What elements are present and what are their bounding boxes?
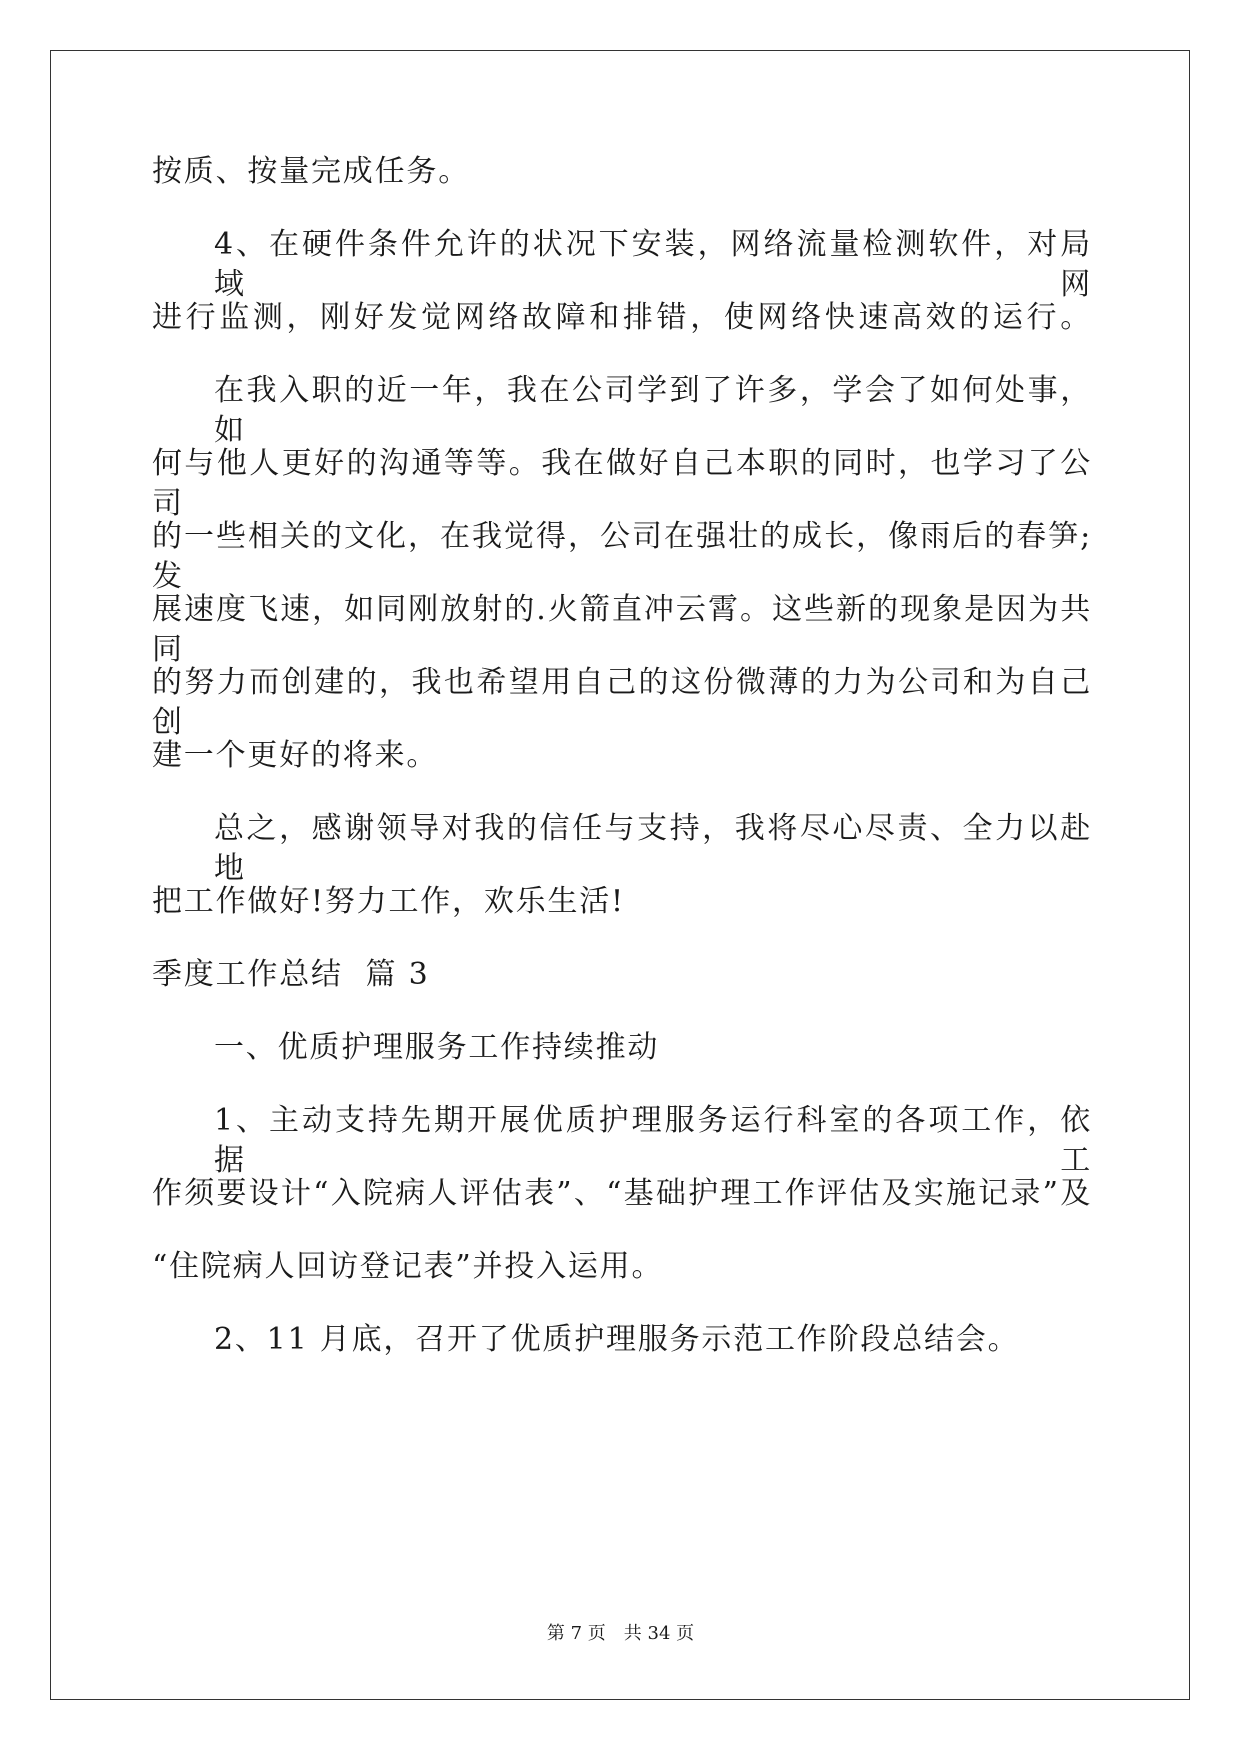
text-line: 按质、按量完成任务。 <box>152 154 470 189</box>
text-line: 作须要设计“入院病人评估表”、“基础护理工作评估及实施记录”及 <box>152 1176 1092 1211</box>
subsection-heading: 一、优质护理服务工作持续推动 <box>214 1030 660 1065</box>
text-line: 进行监测，刚好发觉网络故障和排错，使网络快速高效的运行。 <box>152 300 1092 335</box>
text-line: 把工作做好!努力工作，欢乐生活! <box>152 884 625 919</box>
text-line: 展速度飞速，如同刚放射的.火箭直冲云霄。这些新的现象是因为共同 <box>152 592 1092 667</box>
page-footer <box>0 1622 1241 1646</box>
page-total: 共 34 页 <box>623 1623 695 1644</box>
text-line: 总之，感谢领导对我的信任与支持，我将尽心尽责、全力以赴地 <box>214 811 1092 886</box>
text-line: 建一个更好的将来。 <box>152 738 439 773</box>
page-number: 第 7 页 <box>546 1623 606 1644</box>
text-line: 何与他人更好的沟通等等。我在做好自己本职的同时，也学习了公司 <box>152 446 1092 521</box>
text-line: 的努力而创建的，我也希望用自己的这份微薄的力为公司和为自己创 <box>152 665 1092 740</box>
section-heading: 季度工作总结 篇 3 <box>152 957 430 992</box>
text-line: “住院病人回访登记表”并投入运用。 <box>152 1249 664 1284</box>
text-line: 的一些相关的文化，在我觉得，公司在强壮的成长，像雨后的春笋;发 <box>152 519 1092 594</box>
text-line: 2、11 月底，召开了优质护理服务示范工作阶段总结会。 <box>214 1322 1020 1357</box>
text-line: 1、主动支持先期开展优质护理服务运行科室的各项工作，依据工 <box>214 1103 1092 1178</box>
text-line: 在我入职的近一年，我在公司学到了许多，学会了如何处事，如 <box>214 373 1092 448</box>
text-line: 4、在硬件条件允许的状况下安装，网络流量检测软件，对局域网 <box>214 227 1092 302</box>
